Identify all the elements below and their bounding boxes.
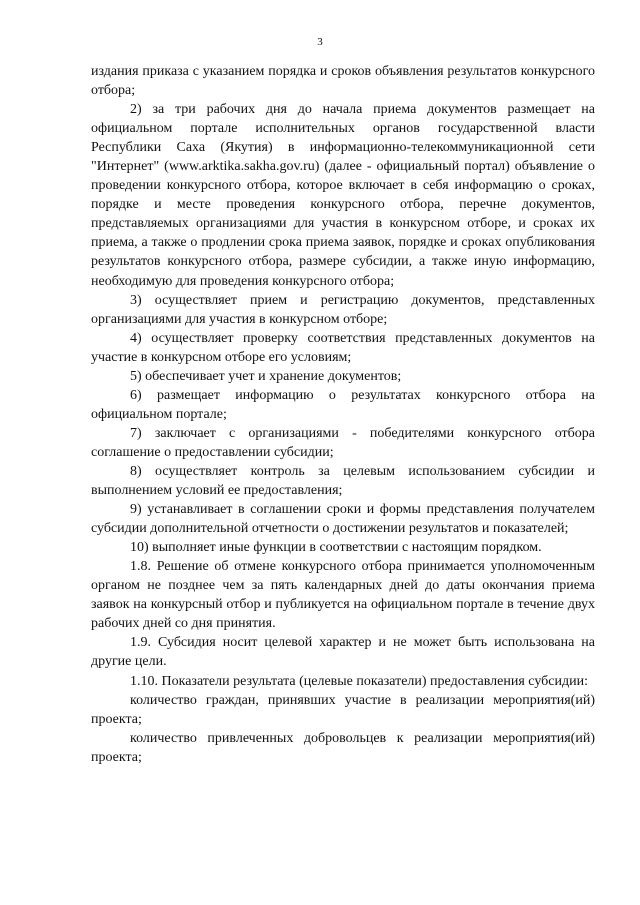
paragraph-section-1-8: 1.8. Решение об отмене конкурсного отбора принимается уполномоченным органом не позднее чем за пять календарных дней до даты окончания приема заявок на конкурсный отбор и публикуется на официальном портале в течение двух рабочих дней со дня принятия. <box>91 559 595 632</box>
paragraph-indicator-1: количество граждан, принявших участие в реализации мероприятия(ий) проекта; <box>91 692 595 727</box>
paragraph-item-6: 6) размещает информацию о результатах конкурсного отбора на официальном портале; <box>91 387 595 422</box>
paragraph-section-1-10: 1.10. Показатели результата (целевые показатели) предоставления субсидии: <box>130 673 588 689</box>
paragraph-item-8: 8) осуществляет контроль за целевым использованием субсидии и выполнением условий ее предоставления; <box>91 463 595 499</box>
paragraph-item-3: 3) осуществляет прием и регистрацию документов, представленных организациями для участия в конкурсном отборе; <box>91 292 595 327</box>
paragraph-continuation: издания приказа с указанием порядка и сроков объявления результатов конкурсного отбора; <box>91 64 595 99</box>
paragraph-item-9: 9) устанавливает в соглашении сроки и формы представления получателем субсидии дополнительной отчетности о достижении результатов и показателей; <box>91 502 595 537</box>
paragraph-section-1-9: 1.9. Субсидия носит целевой характер и не может быть использована на другие цели. <box>91 635 595 670</box>
paragraph-item-5: 5) обеспечивает учет и хранение документов; <box>130 368 402 384</box>
page-number: 3 <box>317 36 323 48</box>
paragraph-indicator-2: количество привлеченных добровольцев к реализации мероприятия(ий) проекта; <box>91 730 595 765</box>
paragraph-item-7: 7) заключает с организациями - победителями конкурсного отбора соглашение о предоставлении субсидии; <box>91 425 595 460</box>
paragraph-item-4: 4) осуществляет проверку соответствия представленных документов на участие в конкурсном отборе его условиям; <box>91 330 595 365</box>
paragraph-item-2: 2) за три рабочих дня до начала приема документов размещает на официальном портале исполнительных органов государственной власти Республики Саха (Якутия) в информационно-телекоммуникационной сети "Интернет" (www.arktika.sakha.gov.ru) (далее - официальный портал) объявление о проведении конкурсного отбора, которое включает в себя информацию о сроках, порядке и месте проведения конкурсного отбора, перечне документов, представляемых организациями для участия в конкурсном отборе, и сроках их приема, а также о продлении срока приема заявок, порядке и сроках опубликования результатов конкурсного отбора, размере субсидии, а также иную информацию, необходимую для проведения конкурсного отбора; <box>91 102 595 289</box>
document-body <box>91 62 595 767</box>
paragraph-item-10: 10) выполняет иные функции в соответствии с настоящим порядком. <box>130 540 542 556</box>
